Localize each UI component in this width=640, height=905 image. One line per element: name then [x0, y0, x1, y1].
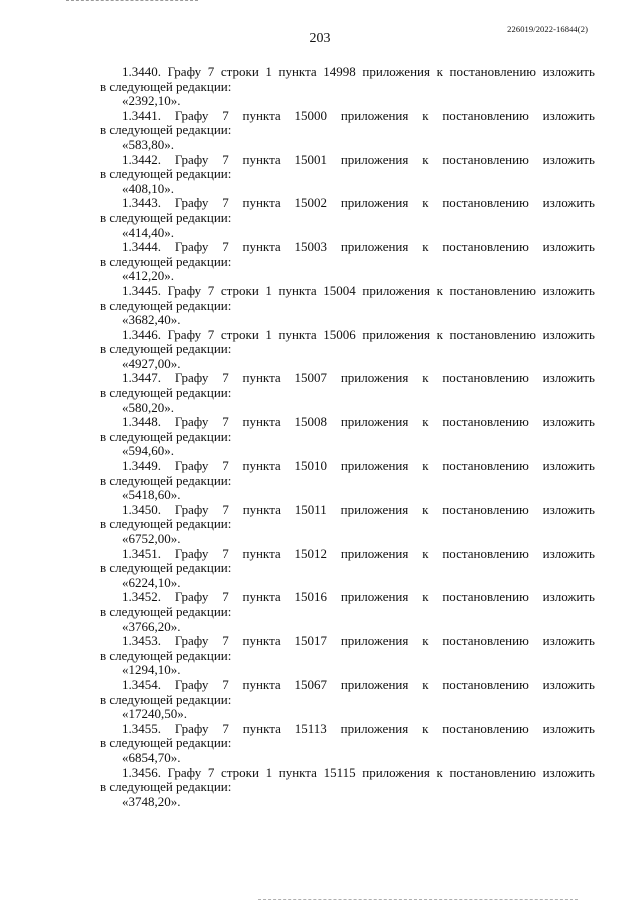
amendment-word: пункта [242, 370, 281, 386]
amendment-word: 15001 [294, 151, 327, 167]
amendment-edition-line: в следующей редакции: [100, 603, 232, 619]
amendment-word: к [422, 195, 429, 211]
amendment-value: «1294,10». [122, 662, 181, 678]
amendment-word: к [436, 326, 443, 342]
amendment-word: 7 [222, 589, 229, 605]
amendment-value: «412,20». [122, 268, 174, 284]
amendment-word: постановлению [449, 326, 536, 342]
amendment-word: пункта [242, 458, 281, 474]
amendment-word: изложить [542, 633, 595, 649]
amendment-item [100, 371, 595, 415]
amendment-word: изложить [542, 458, 595, 474]
amendment-word: пункта [242, 545, 281, 561]
amendment-word: изложить [542, 282, 595, 298]
amendment-word: 15113 [294, 720, 327, 736]
amendment-edition-line: в следующей редакции: [100, 122, 232, 138]
amendment-edition-line: в следующей редакции: [100, 78, 232, 94]
amendment-word: Графу [174, 239, 209, 255]
amendment-word: изложить [542, 239, 595, 255]
amendment-item [100, 284, 595, 328]
amendment-word: 1.3441. [122, 107, 161, 123]
amendment-item [100, 503, 595, 547]
amendment-item [100, 415, 595, 459]
amendment-value: «3766,20». [122, 618, 181, 634]
amendment-word: 7 [222, 501, 229, 517]
amendment-value: «414,40». [122, 224, 174, 240]
amendment-word: 1.3442. [122, 151, 161, 167]
amendment-word: изложить [542, 501, 595, 517]
amendment-list [100, 65, 595, 809]
amendment-word: 7 [207, 282, 215, 298]
amendment-value: «6752,00». [122, 531, 181, 546]
amendment-word: к [422, 107, 429, 123]
amendment-word: Графу [174, 458, 209, 474]
amendment-word: приложения [340, 414, 409, 430]
amendment-heading-line [100, 722, 595, 737]
amendment-word: строки [220, 282, 259, 298]
amendment-word: 1.3455. [122, 720, 161, 736]
amendment-value: «583,80». [122, 136, 174, 152]
amendment-edition-line: в следующей редакции: [100, 341, 232, 357]
amendment-word: постановлению [442, 545, 529, 561]
amendment-value: «17240,50». [122, 706, 187, 722]
amendment-word: 7 [222, 720, 229, 736]
amendment-value: «3748,20». [122, 793, 181, 809]
amendment-word: изложить [542, 107, 595, 123]
amendment-word: 7 [222, 370, 229, 386]
amendment-word: 7 [222, 239, 229, 255]
amendment-word: 7 [207, 764, 215, 780]
amendment-word: изложить [542, 720, 595, 736]
amendment-item [100, 766, 595, 810]
amendment-word: к [422, 676, 429, 692]
amendment-word: Графу [167, 764, 202, 780]
amendment-word: пункта [242, 107, 281, 123]
amendment-word: Графу [174, 676, 209, 692]
amendment-word: 15006 [323, 326, 356, 342]
amendment-item [100, 153, 595, 197]
amendment-edition-line: в следующей редакции: [100, 647, 232, 663]
amendment-word: пункта [242, 720, 281, 736]
amendment-word: постановлению [442, 414, 529, 430]
amendment-word: Графу [167, 326, 202, 342]
amendment-word: приложения [340, 633, 409, 649]
amendment-word: к [422, 370, 429, 386]
amendment-heading-line [100, 590, 595, 605]
amendment-word: пункта [278, 326, 317, 342]
amendment-heading-line [100, 766, 595, 781]
amendment-word: 15008 [294, 414, 327, 430]
amendment-word: 7 [222, 545, 229, 561]
amendment-word: 1.3443. [122, 195, 161, 211]
amendment-word: постановлению [449, 64, 536, 79]
amendment-heading-line [100, 109, 595, 124]
amendment-word: 1.3452. [122, 589, 161, 605]
amendment-heading-line [100, 503, 595, 518]
amendment-word: пункта [242, 501, 281, 517]
page-number: 203 [309, 31, 331, 46]
amendment-word: 7 [207, 64, 215, 79]
amendment-heading-line [100, 284, 595, 299]
amendment-word: к [422, 151, 429, 167]
amendment-word: к [436, 764, 443, 780]
amendment-word: 15000 [294, 107, 327, 123]
amendment-word: приложения [340, 370, 409, 386]
amendment-heading-line [100, 240, 595, 255]
amendment-word: 1.3440. [122, 64, 161, 79]
amendment-word: постановлению [442, 370, 529, 386]
amendment-word: приложения [340, 720, 409, 736]
amendment-word: приложения [340, 239, 409, 255]
amendment-edition-line: в следующей редакции: [100, 297, 232, 313]
amendment-word: пункта [242, 414, 281, 430]
amendment-word: изложить [542, 64, 595, 79]
amendment-word: 1.3449. [122, 458, 161, 474]
amendment-word: 15011 [294, 501, 327, 517]
amendment-value: «594,60». [122, 443, 174, 459]
amendment-word: к [422, 545, 429, 561]
amendment-word: приложения [362, 326, 430, 342]
amendment-item [100, 109, 595, 153]
amendment-heading-line [100, 328, 595, 343]
amendment-word: приложения [340, 545, 409, 561]
amendment-edition-line: в следующей редакции: [100, 209, 232, 225]
amendment-item [100, 240, 595, 284]
amendment-value: «6224,10». [122, 574, 181, 590]
amendment-word: Графу [174, 633, 209, 649]
amendment-word: 15067 [294, 676, 327, 692]
amendment-word: 1.3453. [122, 633, 161, 649]
amendment-value: «2392,10». [122, 93, 181, 109]
amendment-word: изложить [542, 764, 595, 780]
amendment-word: 15002 [294, 195, 327, 211]
amendment-word: приложения [340, 151, 409, 167]
amendment-word: к [422, 239, 429, 255]
amendment-word: 7 [222, 458, 229, 474]
amendment-heading-line [100, 65, 595, 80]
amendment-edition-line: в следующей редакции: [100, 428, 232, 444]
amendment-word: постановлению [442, 501, 529, 517]
amendment-value: «4927,00». [122, 355, 181, 371]
amendment-word: постановлению [442, 633, 529, 649]
amendment-item [100, 196, 595, 240]
amendment-word: приложения [340, 589, 409, 605]
amendment-word: 7 [222, 151, 229, 167]
amendment-word: к [422, 633, 429, 649]
amendment-word: 15004 [323, 282, 356, 298]
amendment-word: 1 [265, 764, 273, 780]
amendment-value: «408,10». [122, 180, 174, 196]
amendment-word: Графу [174, 151, 209, 167]
amendment-word: пункта [242, 195, 281, 211]
amendment-word: пункта [242, 151, 281, 167]
top-scan-rule [66, 0, 198, 3]
amendment-word: пункта [278, 764, 317, 780]
amendment-word: приложения [362, 282, 430, 298]
amendment-word: Графу [174, 414, 209, 430]
amendment-item [100, 65, 595, 109]
amendment-value: «580,20». [122, 399, 174, 415]
amendment-word: 7 [207, 326, 215, 342]
amendment-word: 15003 [294, 239, 327, 255]
amendment-word: 7 [222, 195, 229, 211]
amendment-word: строки [220, 64, 259, 79]
amendment-word: изложить [542, 370, 595, 386]
amendment-word: к [436, 282, 443, 298]
amendment-item [100, 678, 595, 722]
amendment-item [100, 547, 595, 591]
amendment-edition-line: в следующей редакции: [100, 385, 232, 401]
document-id: 226019/2022-16844(2) [507, 24, 588, 34]
amendment-heading-line [100, 196, 595, 211]
amendment-word: постановлению [442, 589, 529, 605]
amendment-word: пункта [278, 64, 317, 79]
amendment-item [100, 722, 595, 766]
amendment-heading-line [100, 153, 595, 168]
amendment-heading-line [100, 634, 595, 649]
amendment-word: 1.3448. [122, 414, 161, 430]
amendment-word: приложения [340, 676, 409, 692]
amendment-word: Графу [167, 282, 202, 298]
amendment-word: изложить [542, 195, 595, 211]
amendment-word: постановлению [449, 282, 536, 298]
amendment-word: 1.3450. [122, 501, 161, 517]
amendment-word: к [422, 458, 429, 474]
amendment-heading-line [100, 415, 595, 430]
amendment-word: приложения [340, 458, 409, 474]
amendment-word: 7 [222, 676, 229, 692]
amendment-word: 7 [222, 107, 229, 123]
amendment-word: 7 [222, 633, 229, 649]
amendment-word: изложить [542, 414, 595, 430]
amendment-word: Графу [174, 589, 209, 605]
amendment-word: постановлению [442, 151, 529, 167]
amendment-word: изложить [542, 151, 595, 167]
amendment-edition-line: в следующей редакции: [100, 779, 232, 795]
amendment-word: приложения [362, 764, 430, 780]
amendment-word: Графу [174, 107, 209, 123]
amendment-word: изложить [542, 545, 595, 561]
amendment-word: 1 [265, 326, 272, 342]
amendment-word: 7 [222, 414, 229, 430]
amendment-word: изложить [542, 589, 595, 605]
amendment-word: постановлению [442, 107, 529, 123]
amendment-word: пункта [242, 239, 281, 255]
amendment-word: 15007 [294, 370, 327, 386]
amendment-heading-line [100, 459, 595, 474]
amendment-word: 1 [265, 282, 272, 298]
amendment-word: 1.3451. [122, 545, 161, 561]
amendment-word: Графу [174, 370, 209, 386]
amendment-word: Графу [174, 501, 209, 517]
amendment-word: Графу [167, 64, 202, 79]
amendment-word: 15010 [294, 458, 327, 474]
amendment-word: 1.3444. [122, 239, 161, 255]
amendment-edition-line: в следующей редакции: [100, 472, 232, 488]
amendment-value: «5418,60». [122, 487, 181, 503]
amendment-edition-line: в следующей редакции: [100, 253, 232, 269]
amendment-edition-line: в следующей редакции: [100, 691, 232, 707]
amendment-word: 1.3456. [122, 764, 161, 780]
amendment-word: к [422, 589, 429, 605]
amendment-edition-line: в следующей редакции: [100, 560, 232, 576]
amendment-word: 15115 [323, 764, 356, 780]
amendment-word: к [422, 720, 429, 736]
amendment-heading-line [100, 547, 595, 562]
amendment-edition-line: в следующей редакции: [100, 735, 232, 751]
amendment-word: постановлению [442, 458, 529, 474]
amendment-item [100, 459, 595, 503]
amendment-edition-line: в следующей редакции: [100, 166, 232, 182]
amendment-word: постановлению [442, 239, 529, 255]
amendment-word: к [436, 64, 443, 79]
amendment-word: изложить [542, 676, 595, 692]
amendment-word: приложения [340, 107, 409, 123]
amendment-item [100, 590, 595, 634]
amendment-word: 1.3454. [122, 676, 161, 692]
amendment-word: постановлению [442, 720, 529, 736]
amendment-word: Графу [174, 545, 209, 561]
amendment-word: приложения [340, 195, 409, 211]
amendment-word: 1.3447. [122, 370, 161, 386]
amendment-word: пункта [242, 676, 281, 692]
amendment-word: строки [221, 764, 259, 780]
amendment-heading-line [100, 371, 595, 386]
amendment-word: 14998 [323, 64, 356, 79]
amendment-word: 1.3446. [122, 326, 161, 342]
amendment-word: к [422, 501, 429, 517]
amendment-word: 15016 [294, 589, 327, 605]
amendment-word: постановлению [449, 764, 536, 780]
amendment-value: «3682,40». [122, 312, 181, 328]
amendment-word: 1 [265, 64, 272, 79]
amendment-word: 15012 [294, 545, 327, 561]
amendment-word: пункта [242, 589, 281, 605]
amendment-word: приложения [362, 64, 430, 79]
amendment-word: приложения [340, 501, 409, 517]
amendment-word: постановлению [442, 676, 529, 692]
amendment-word: пункта [278, 282, 317, 298]
amendment-item [100, 634, 595, 678]
amendment-word: 1.3445. [122, 282, 161, 298]
amendment-word: постановлению [442, 195, 529, 211]
bottom-scan-rule [258, 899, 578, 902]
amendment-item [100, 328, 595, 372]
amendment-word: пункта [242, 633, 281, 649]
amendment-edition-line: в следующей редакции: [100, 516, 232, 532]
amendment-value: «6854,70». [122, 749, 181, 765]
amendment-word: строки [220, 326, 259, 342]
amendment-word: к [422, 414, 429, 430]
amendment-word: 15017 [294, 633, 327, 649]
amendment-heading-line [100, 678, 595, 693]
amendment-word: Графу [174, 720, 209, 736]
amendment-word: изложить [542, 326, 595, 342]
amendment-word: Графу [174, 195, 209, 211]
